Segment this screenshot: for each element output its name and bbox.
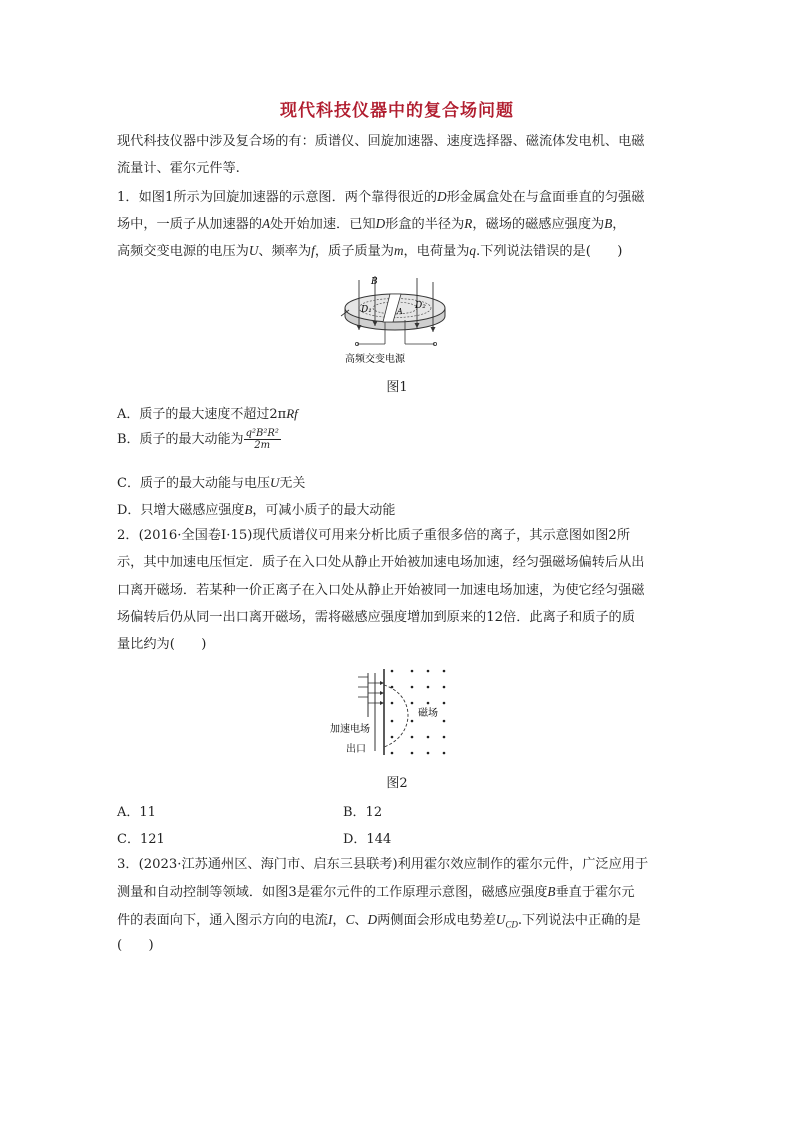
intro-line-2: 流量计、霍尔元件等. xyxy=(117,161,240,176)
q3-line-3: 件的表面向下，通入图示方向的电流I，C、D两侧面会形成电势差$U_{CD}$.下列说法中正确的是 xyxy=(117,912,641,930)
q3-line-2: 测量和自动控制等领域．如图3是霍尔元件的工作原理示意图，磁感应强度B垂直于霍尔元 xyxy=(117,884,635,900)
q1-option-c: C．质子的最大动能与电压U无关 xyxy=(117,475,306,491)
fig2-field-label: 磁场 xyxy=(418,708,438,719)
q2-line-1: 2．(2016·全国卷Ⅰ·15)现代质谱仪可用来分析比质子重很多倍的离子，其示意图如图2所 xyxy=(117,528,631,543)
intro-line-1: 现代科技仪器中涉及复合场的有：质谱仪、回旋加速器、速度选择器、磁流体发电机、电磁 xyxy=(117,134,645,149)
fig1-label-D1: D₁ xyxy=(361,305,372,315)
fig1-label-A: A xyxy=(397,307,403,316)
q1-option-d: D．只增大磁感应强度B，可减小质子的最大动能 xyxy=(117,502,396,518)
q1-option-a: A．质子的最大速度不超过2πRf xyxy=(117,406,298,422)
q2-line-4: 场偏转后仍从同一出口离开磁场，需将磁感应强度增加到原来的12倍．此离子和质子的质 xyxy=(117,610,635,625)
q2-line-2: 示，其中加速电压恒定．质子在入口处从静止开始被加速电场加速，经匀强磁场偏转后从出 xyxy=(117,555,645,570)
figure-1-caption: 图1 xyxy=(386,380,408,395)
fig1-label-D2: D₂ xyxy=(415,301,426,311)
q1-line-3: 高频交变电源的电压为U、频率为f，质子质量为m，电荷量为q.下列说法错误的是( ) xyxy=(117,243,623,259)
q2-option-d: D．144 xyxy=(343,832,392,847)
q2-option-a: A．11 xyxy=(117,805,156,820)
q2-option-c: C．121 xyxy=(117,832,165,847)
q2-option-b: B．12 xyxy=(343,805,383,820)
q1-option-b: B．质子的最大动能为 $\frac{\text{q²B²R²}}{2m}$ xyxy=(117,428,279,451)
mass-spectrometer-figure xyxy=(328,665,458,765)
fig2-accel-label: 加速电场 xyxy=(330,724,370,735)
q1-line-2: 场中，一质子从加速器的A处开始加速．已知D形盒的半径为R，磁场的磁感应强度为B， xyxy=(117,216,626,232)
page-title: 现代科技仪器中的复合场问题 xyxy=(280,101,514,121)
figure-2-caption: 图2 xyxy=(386,776,408,791)
cyclotron-figure xyxy=(335,270,459,370)
fig2-exit-label: 出口 xyxy=(346,744,366,755)
fig1-source-label: 高频交变电源 xyxy=(345,354,405,365)
q2-line-5: 量比约为( ) xyxy=(117,637,207,652)
fig1-label-B: B xyxy=(371,277,378,287)
q1-option-b-fraction: $\frac{\text{q²B²R²}}{2m}$ xyxy=(245,428,279,451)
q1-line-1: 1．如图1所示为回旋加速器的示意图．两个靠得很近的D形金属盒处在与盒面垂直的匀强磁 xyxy=(117,189,645,205)
q2-line-3: 口离开磁场．若某种一价正离子在入口处从静止开始被同一加速电场加速，为使它经匀强磁 xyxy=(117,583,645,598)
q3-line-4: ( ) xyxy=(117,938,154,953)
q3-line-1: 3．(2023·江苏通州区、海门市、启东三县联考)利用霍尔效应制作的霍尔元件，广泛应用于 xyxy=(117,857,649,872)
